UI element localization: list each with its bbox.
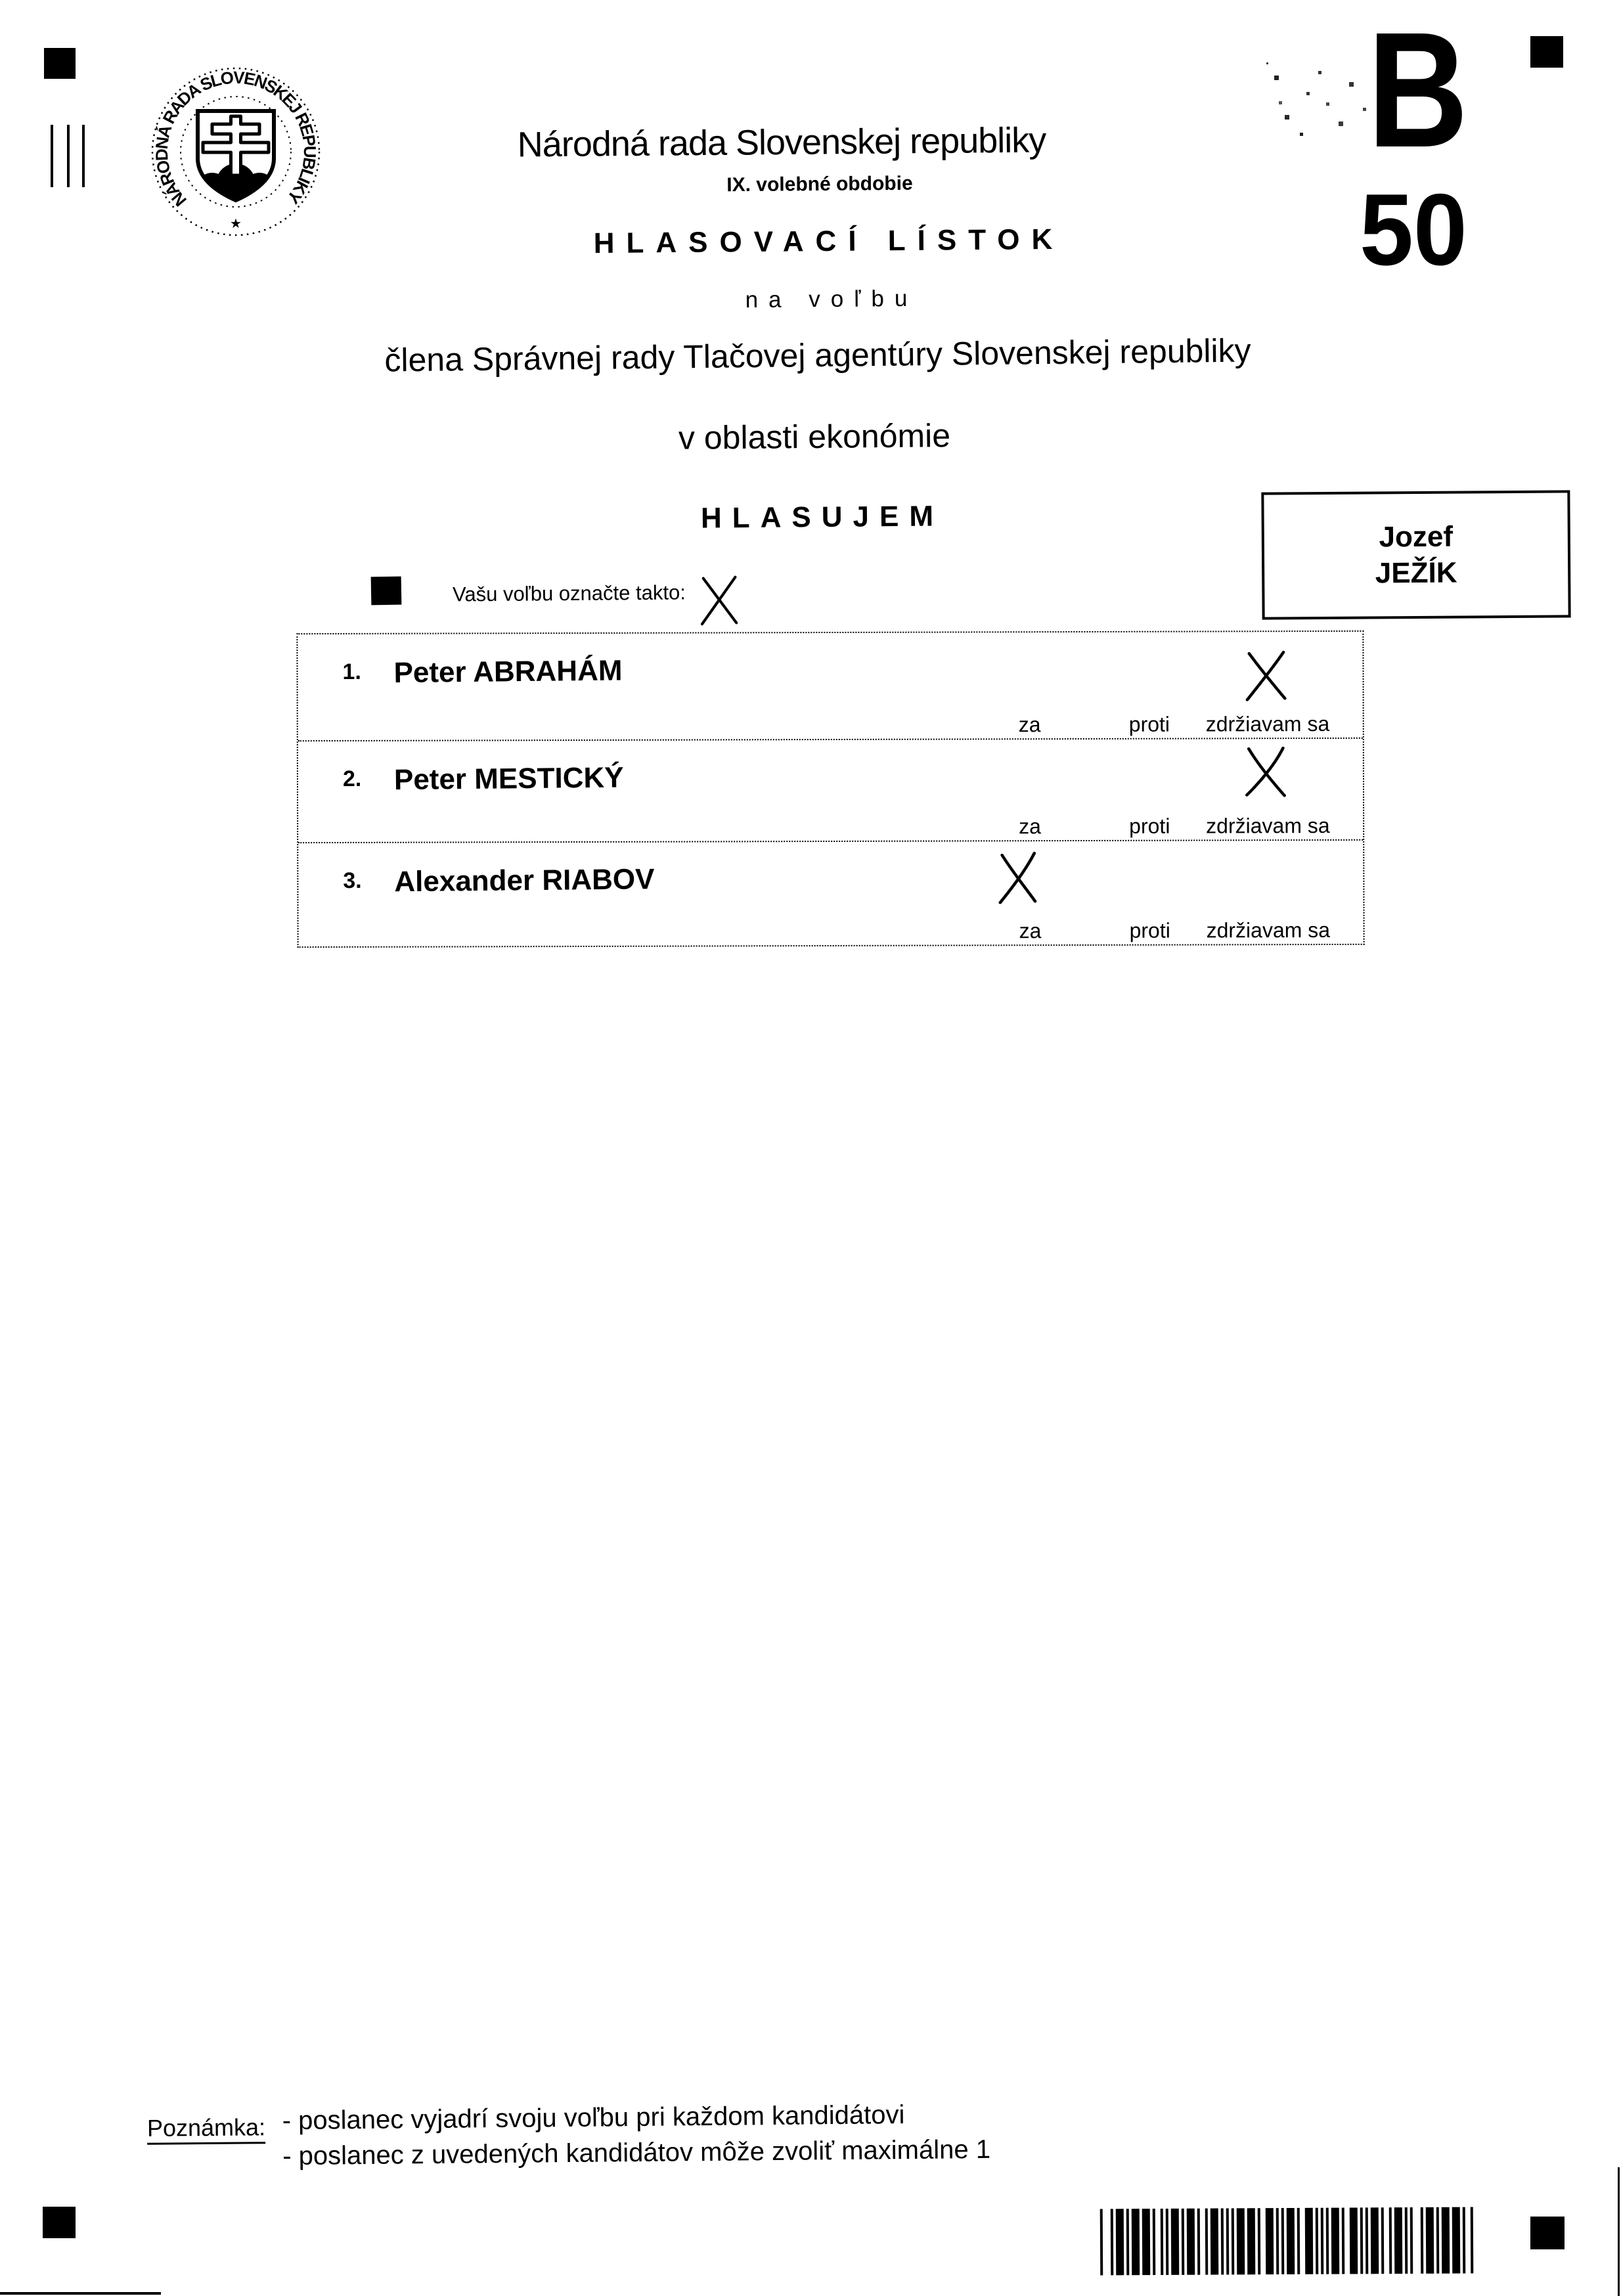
vote-heading: HLASUJEM (700, 500, 944, 535)
registration-mark-top-right (1530, 36, 1563, 68)
option-zdrziavam-sa: zdržiavam sa (1206, 918, 1331, 942)
option-za: za (1018, 713, 1041, 737)
vote-mark-x (1240, 745, 1294, 798)
note-line: - poslanec vyjadrí svoju voľbu pri každom kandidátovi (282, 2100, 905, 2136)
nrsr-seal-icon (143, 58, 328, 246)
seal-text: NÁRODNÁ RADA SLOVENSKEJ REPUBLIKY (151, 67, 321, 211)
option-proti: proti (1129, 918, 1170, 942)
candidate-number: 2. (342, 766, 362, 791)
candidate-name: Peter MESTICKÝ (393, 761, 624, 797)
document-title: HLASOVACÍ LÍSTOK (593, 223, 1065, 260)
election-area: v oblasti ekonómie (678, 417, 951, 456)
vote-mark-x (992, 851, 1046, 904)
option-za: za (1019, 814, 1041, 839)
candidate-name: Peter ABRAHÁM (393, 654, 623, 690)
election-term: IX. volebné obdobie (726, 172, 913, 196)
scan-artifact (1618, 2167, 1620, 2296)
voter-name-box (1261, 490, 1570, 619)
seal-star-icon: ★ (230, 217, 242, 231)
option-proti: proti (1129, 814, 1170, 838)
candidate-row (298, 738, 1363, 842)
election-subject: člena Správnej rady Tlačovej agentúry Slovenskej republiky (384, 332, 1251, 379)
option-zdrziavam-sa: zdržiavam sa (1206, 814, 1330, 838)
note-label: Poznámka: (147, 2115, 265, 2145)
instruction-bullet-square (371, 577, 402, 606)
candidate-number: 1. (342, 659, 361, 684)
option-zdrziavam-sa: zdržiavam sa (1205, 712, 1330, 736)
ballot-series-letter: B (1367, 0, 1469, 181)
document-subtitle: na voľbu (745, 285, 918, 313)
sample-x-mark-icon (696, 574, 744, 627)
registration-mark-top-left (44, 48, 76, 79)
registration-lines-icon (51, 125, 90, 187)
candidate-row (298, 839, 1363, 946)
option-za: za (1019, 919, 1042, 943)
candidate-table (296, 630, 1364, 948)
candidate-name: Alexander RIABOV (394, 863, 655, 898)
voter-last-name: JEŽÍK (1375, 556, 1457, 590)
registration-mark-bottom-right (1530, 2217, 1565, 2249)
scan-speckles (1266, 62, 1268, 64)
barcode (1100, 2207, 1475, 2276)
note-lines (282, 2101, 991, 2178)
org-title: Národná rada Slovenskej republiky (517, 120, 1046, 165)
instruction-label: Vašu voľbu označte takto: (452, 581, 686, 606)
option-proti: proti (1128, 712, 1170, 736)
candidate-number: 3. (343, 868, 362, 893)
ballot-number: 50 (1360, 173, 1467, 286)
voter-first-name: Jozef (1379, 520, 1454, 554)
vote-mark-x (1239, 650, 1293, 702)
note-line: - poslanec z uvedených kandidátov môže zvoliť maximálne 1 (282, 2134, 991, 2171)
candidate-row (298, 632, 1362, 740)
scan-artifact (0, 2292, 161, 2295)
registration-mark-bottom-left (43, 2207, 76, 2238)
